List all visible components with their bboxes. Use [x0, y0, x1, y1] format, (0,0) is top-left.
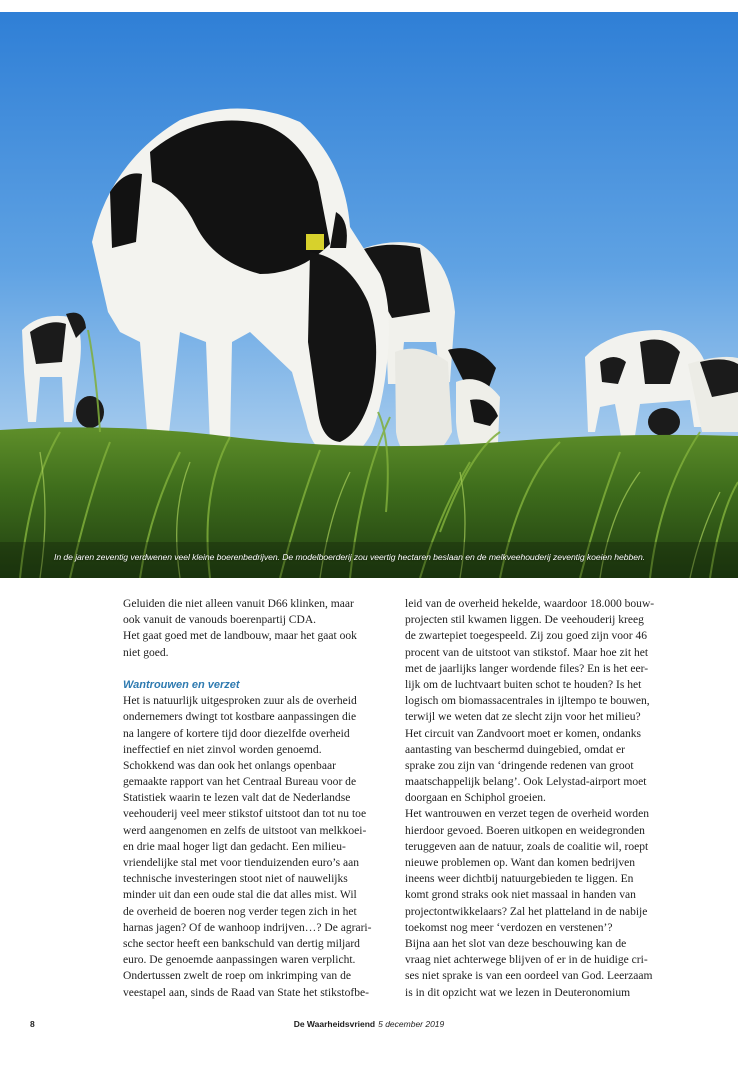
photo-caption: In de jaren zeventig verdwenen veel kleine boerenbedrijven. De modelboerderij zou veertig hectaren beslaan en de melkveehouderij zeventig koeien hebben. — [54, 552, 646, 562]
text-line: ses niet sprake is van een oordeel van God. Leerzaam — [405, 970, 653, 983]
text-line: minder uit dan een oude stal die dat alles mist. Wil — [123, 889, 357, 902]
page-number: 8 — [30, 1019, 35, 1029]
text-line: Geluiden die niet alleen vanuit D66 klinken, maar — [123, 598, 354, 610]
text-line: harnas jagen? Of de wanhoop indrijven…? De agrari- — [123, 921, 372, 934]
text-line: ook vanuit de vanouds boerenpartij CDA. — [123, 614, 317, 627]
text-line: hierdoor gevoed. Boeren uitkopen en weidegronden — [405, 824, 645, 837]
text-line: veestapel aan, sinds de Raad van State het stikstofbe- — [123, 986, 369, 999]
text-line: ineens weer dichtbij natuurgebieden te liggen. En — [405, 873, 634, 886]
text-line: na langere of kortere tijd door diezelfde overheid — [123, 727, 350, 740]
text-line: technische investeringen stoot niet of nauwelijks — [123, 873, 348, 886]
text-line: ondernemers dwingt tot kostbare aanpassingen die — [123, 711, 357, 724]
text-line: sprake zou zijn van ‘dringende redenen van groot — [405, 759, 634, 772]
text-line: terwijl we weten dat ze slecht zijn voor het milieu? — [405, 711, 641, 724]
text-line: de zwartepiet toegespeeld. Zij zou goed zijn voor 46 — [405, 630, 648, 643]
text-line: lijk om de luchtvaart buiten schot te houden? Is het — [405, 678, 642, 691]
text-line: Schokkend was dan ook het onlangs openbaar — [123, 759, 336, 772]
text-line: ineffectief en niet zinvol worden genoemd. — [123, 743, 322, 756]
text-line: leid van de overheid hekelde, waardoor 18.000 bouw- — [405, 598, 655, 610]
text-line: met de jaarlijks langer wordende files? En is het eer- — [405, 662, 649, 675]
text-line: projecten stil kwamen liggen. De veehouderij kreeg — [405, 614, 644, 627]
text-line: maatschappelijk belang’. Ook Lelystad-airport moet — [405, 776, 647, 789]
text-line: Statistiek waarin te lezen valt dat de Nederlandse — [123, 792, 351, 805]
article-column-left — [123, 596, 399, 1001]
text-line: veehouderij veel meer stikstof uitstoot dan tot nu toe — [123, 808, 367, 821]
text-line: Het gaat goed met de landbouw, maar het gaat ook — [123, 630, 357, 643]
text-line: sche sector heeft een bankschuld van dertig miljard — [123, 937, 360, 950]
text-line: teruggeven aan de natuur, zoals de coalitie wil, roept — [405, 840, 649, 853]
text-line: is in dit opzicht wat we lezen in Deuteronomium — [405, 986, 631, 999]
text-line: vraag niet achterwege blijven of er in de huidige cri- — [405, 954, 648, 967]
publication-name: De Waarheidsvriend — [293, 1019, 376, 1029]
article-column-right — [405, 596, 681, 1001]
text-line: de overheid de boeren nog verder tegen zich in het — [123, 905, 357, 918]
text-line: logisch om biomassacentrales in ijltempo te bouwen, — [405, 695, 650, 708]
text-line: Het is natuurlijk uitgesproken zuur als de overheid — [123, 695, 357, 708]
text-line: projectontwikkelaars? Zal het platteland in de nabije — [405, 905, 648, 918]
text-line: Het wantrouwen en verzet tegen de overheid worden — [405, 808, 649, 821]
issue-date: 5 december 2019 — [378, 1019, 445, 1029]
text-line: aantasting van beschermd duingebied, omdat er — [405, 743, 625, 756]
section-subheading: Wantrouwen en verzet — [123, 678, 240, 691]
text-line: nieuwe problemen op. Want dan komen bedrijven — [405, 857, 636, 869]
cows-photo — [0, 12, 738, 578]
footer-publication-line — [0, 1019, 738, 1029]
text-line: toekomst nog meer ‘verdozen en verstenen’? — [405, 921, 613, 934]
text-line: euro. De genoemde aanpassingen waren verplicht. — [123, 954, 356, 967]
text-line: Het circuit van Zandvoort moet er komen, ondanks — [405, 727, 642, 740]
text-line: en drie maal hoger ligt dan gedacht. Een milieu- — [123, 840, 346, 853]
paragraph-gap — [123, 661, 399, 677]
text-line: doorgaan en Schiphol groeien. — [405, 792, 546, 805]
text-line: komt grond straks ook niet massaal in handen van — [405, 889, 636, 902]
text-line: gemaakte rapport van het Centraal Bureau voor de — [123, 776, 357, 789]
text-line: niet goed. — [123, 646, 169, 659]
text-line: procent van de uitstoot van stikstof. Maar hoe zit het — [405, 646, 649, 659]
text-line: werd aangenomen en zelfs de uitstoot van melkkoei- — [123, 824, 367, 837]
text-line: Bijna aan het slot van deze beschouwing kan de — [405, 937, 627, 950]
text-line: Ondertussen zwelt de roep om inkrimping van de — [123, 970, 351, 983]
text-line: vriendelijke stal met voor tienduizenden euro’s aan — [123, 857, 359, 869]
